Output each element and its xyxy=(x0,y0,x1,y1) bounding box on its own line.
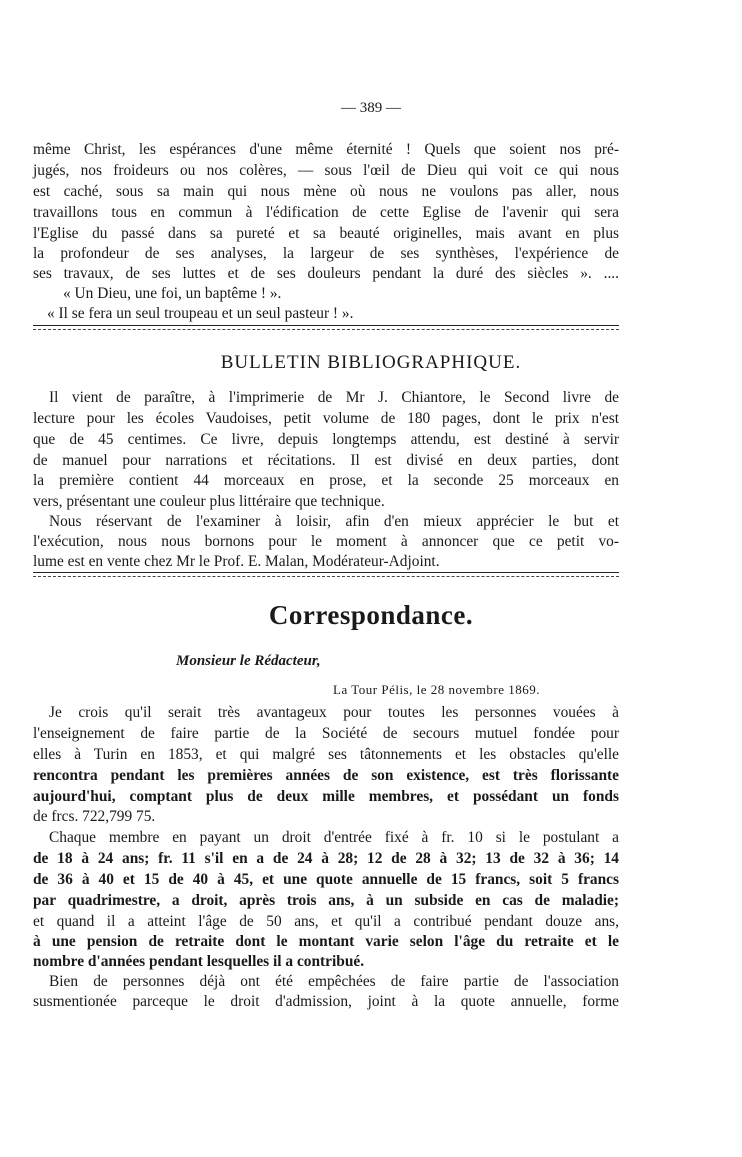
dateline: La Tour Pélis, le 28 novembre 1869. xyxy=(333,682,540,697)
text-line: de frcs. 722,799 75. xyxy=(33,808,156,825)
text-line: ses travaux, de ses luttes et de ses douleurs pendant la duré des siècles ». .... xyxy=(33,265,619,282)
text-line: de manuel pour narrations et récitations. Il est divisé en deux parties, dont xyxy=(33,452,619,469)
text-line: nombre d'années pendant lesquelles il a contribué. xyxy=(33,953,365,970)
text-line: par quadrimestre, a droit, après trois ans, à un subside en cas de maladie; xyxy=(33,892,619,909)
section-divider xyxy=(33,576,619,577)
text-line: la profondeur de ses analyses, la largeur de ses synthèses, l'expérience de xyxy=(33,245,619,262)
text-line: de 36 à 40 et 15 de 40 à 45, et une quote annuelle de 15 francs, soit 5 francs xyxy=(33,871,619,888)
text-line: lume est en vente chez Mr le Prof. E. Malan, Modérateur-Adjoint. xyxy=(33,553,440,570)
text-line: que de 45 centimes. Ce livre, depuis longtemps attendu, est destiné à servir xyxy=(33,431,619,448)
text-line: est caché, sous sa main qui nous mène où nous ne voulons pas aller, nous xyxy=(33,183,619,200)
text-line: l'enseignement de faire partie de la Société de secours mutuel fondée pour xyxy=(33,725,619,742)
bulletin-heading: BULLETIN BIBLIOGRAPHIQUE. xyxy=(220,352,522,373)
text-line: Chaque membre en payant un droit d'entrée fixé à fr. 10 si le postulant a xyxy=(49,829,619,846)
text-line: jugés, nos froideurs ou nos colères, — sous l'œil de Dieu qui voit ce qui nous xyxy=(33,162,619,179)
section-divider xyxy=(33,325,619,326)
quote-line: « Un Dieu, une foi, un baptême ! ». xyxy=(63,285,282,302)
text-line: elles à Turin en 1853, et qui malgré ses tâtonnements et les obstacles qu'elle xyxy=(33,746,619,763)
text-line: rencontra pendant les premières années de son existence, est très florissante xyxy=(33,767,619,784)
text-line: de 18 à 24 ans; fr. 11 s'il en a de 24 à 28; 12 de 28 à 32; 13 de 32 à 36; 14 xyxy=(33,850,619,867)
page-number: — 389 — xyxy=(341,100,401,116)
text-line: l'Eglise du passé dans sa pureté et sa beauté originelles, mais avant en plus xyxy=(33,225,619,242)
text-line: la première contient 44 morceaux en prose, et la seconde 25 morceaux en xyxy=(33,472,619,489)
correspondance-heading: Correspondance. xyxy=(268,600,474,630)
salutation: Monsieur le Rédacteur, xyxy=(176,653,321,669)
text-line: aujourd'hui, comptant plus de deux mille membres, et possédant un fonds xyxy=(33,788,619,805)
section-divider xyxy=(33,329,619,330)
quote-line: « Il se fera un seul troupeau et un seul pasteur ! ». xyxy=(47,305,354,322)
text-line: lecture pour les écoles Vaudoises, petit volume de 180 pages, dont le prix n'est xyxy=(33,410,619,427)
text-line: travaillons tous en commun à l'édification de cette Eglise de l'avenir qui sera xyxy=(33,204,619,221)
text-line: même Christ, les espérances d'une même éternité ! Quels que soient nos pré- xyxy=(33,141,619,158)
text-line: Il vient de paraître, à l'imprimerie de Mr J. Chiantore, le Second livre de xyxy=(49,389,619,406)
text-line: l'exécution, nous nous bornons pour le moment à annoncer que ce petit vo- xyxy=(33,533,619,550)
text-line: à une pension de retraite dont le montant varie selon l'âge du retraite et le xyxy=(33,933,619,950)
text-line: vers, présentant une couleur plus littéraire que technique. xyxy=(33,493,385,510)
text-line: susmentionée parceque le droit d'admission, joint à la quote annuelle, forme xyxy=(33,993,619,1010)
text-line: Bien de personnes déjà ont été empêchées de faire partie de l'association xyxy=(49,973,619,990)
section-divider xyxy=(33,572,619,573)
text-line: Nous réservant de l'examiner à loisir, afin d'en mieux apprécier le but et xyxy=(49,513,619,530)
text-line: Je crois qu'il serait très avantageux pour toutes les personnes vouées à xyxy=(49,704,619,721)
text-line: et quand il a atteint l'âge de 50 ans, et qu'il a contribué pendant douze ans, xyxy=(33,913,619,930)
